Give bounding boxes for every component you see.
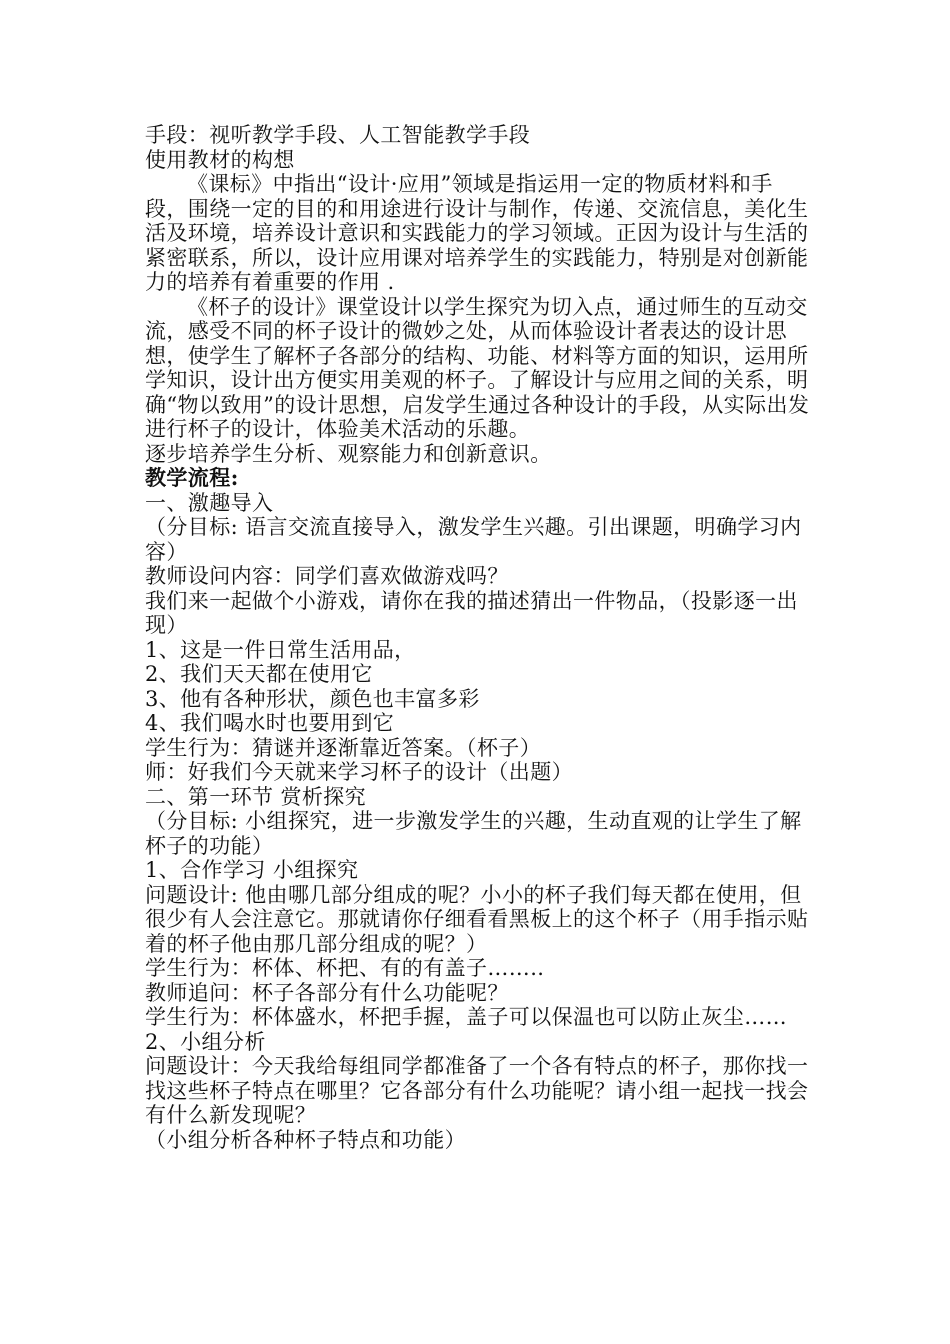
clue-item-3: 3、他有各种形状，颜色也丰富多彩 (145, 686, 480, 711)
teacher-line: 师：好我们今天就来学习杯子的设计（出题） (145, 760, 573, 784)
section-one-heading: 一、激趣导入 (145, 490, 274, 515)
section-two-objective: （分目标: 小组探究，进一步激发学生的兴趣，生动直观的让学生了解杯子的功能） (145, 809, 802, 858)
teacher-follow-up-line: 教师追问：杯子各部分有什么功能呢？ (145, 980, 509, 1005)
teaching-means-line: 手段：视听教学手段、人工智能教学手段 (145, 123, 531, 147)
section-one-objective: （分目标: 语言交流直接导入，激发学生兴趣。引出课题，明确学习内容） (145, 515, 802, 564)
game-intro-line: 我们来一起做个小游戏，请你在我的描述猜出一件物品，（投影逐一出现） (145, 588, 798, 637)
teacher-question-line: 教师设问内容：同学们喜欢做游戏吗？ (145, 564, 509, 588)
student-behavior-line-3: 学生行为：杯体盛水，杯把手握，盖子可以保温也可以防止灰尘…… (145, 1005, 787, 1029)
curriculum-standard-paragraph: 《课标》中指出“设计·应用”领域是指运用一定的物质材料和手段，围绕一定的目的和用途进行设计与制作，传递、交流信息，美化生活及环境，培养设计意识和实践能力的学习领域。正因为设计与生活的紧密联系，所以，设计应用课对培养学生的实践能力，特别是对创新能力的培养有着重要的作用 . (145, 172, 809, 294)
teaching-process-heading: 教学流程: (145, 465, 239, 490)
student-behavior-line-2: 学生行为：杯体、杯把、有的有盖子…….. (145, 956, 545, 980)
group-analysis-heading: 2、小组分析 (145, 1029, 266, 1054)
ability-goal-line: 逐步培养学生分析、观察能力和创新意识。 (145, 441, 552, 466)
clue-item-4: 4、我们喝水时也要用到它 (145, 711, 395, 735)
clue-item-1: 1、这是一件日常生活用品， (145, 637, 416, 662)
textbook-concept-heading: 使用教材的构想 (145, 147, 295, 172)
group-analysis-note: （小组分析各种杯子特点和功能） (145, 1127, 466, 1152)
cooperative-learning-heading: 1、合作学习 小组探究 (145, 858, 359, 882)
question-design-paragraph-2: 问题设计：今天我给每组同学都准备了一个各有特点的杯子，那你找一找这些杯子特点在哪里？它各部分有什么功能呢？请小组一起找一找会有什么新发现呢？ (145, 1054, 809, 1127)
clue-item-2: 2、我们天天都在使用它 (145, 662, 373, 686)
lesson-design-paragraph: 《杯子的设计》课堂设计以学生探究为切入点，通过师生的互动交流，感受不同的杯子设计的微妙之处，从而体验设计者表达的设计思想，使学生了解杯子各部分的结构、功能、材料等方面的知识，运用所学知识，设计出方便实用美观的杯子。了解设计与应用之间的关系，明确“物以致用”的设计思想，启发学生通过各种设计的手段，从实际出发进行杯子的设计，体验美术活动的乐趣。 (145, 294, 810, 441)
document-body (145, 123, 810, 1152)
student-behavior-line-1: 学生行为：猜谜并逐渐靠近答案。（杯子） (145, 735, 542, 760)
section-two-heading: 二、第一环节 赏析探究 (145, 784, 367, 809)
question-design-paragraph-1: 问题设计: 他由哪几部分组成的呢？小小的杯子我们每天都在使用，但很少有人会注意它。那就请你仔细看看黑板上的这个杯子（用手指示贴着的杯子他由那几部分组成的呢？） (145, 882, 809, 956)
